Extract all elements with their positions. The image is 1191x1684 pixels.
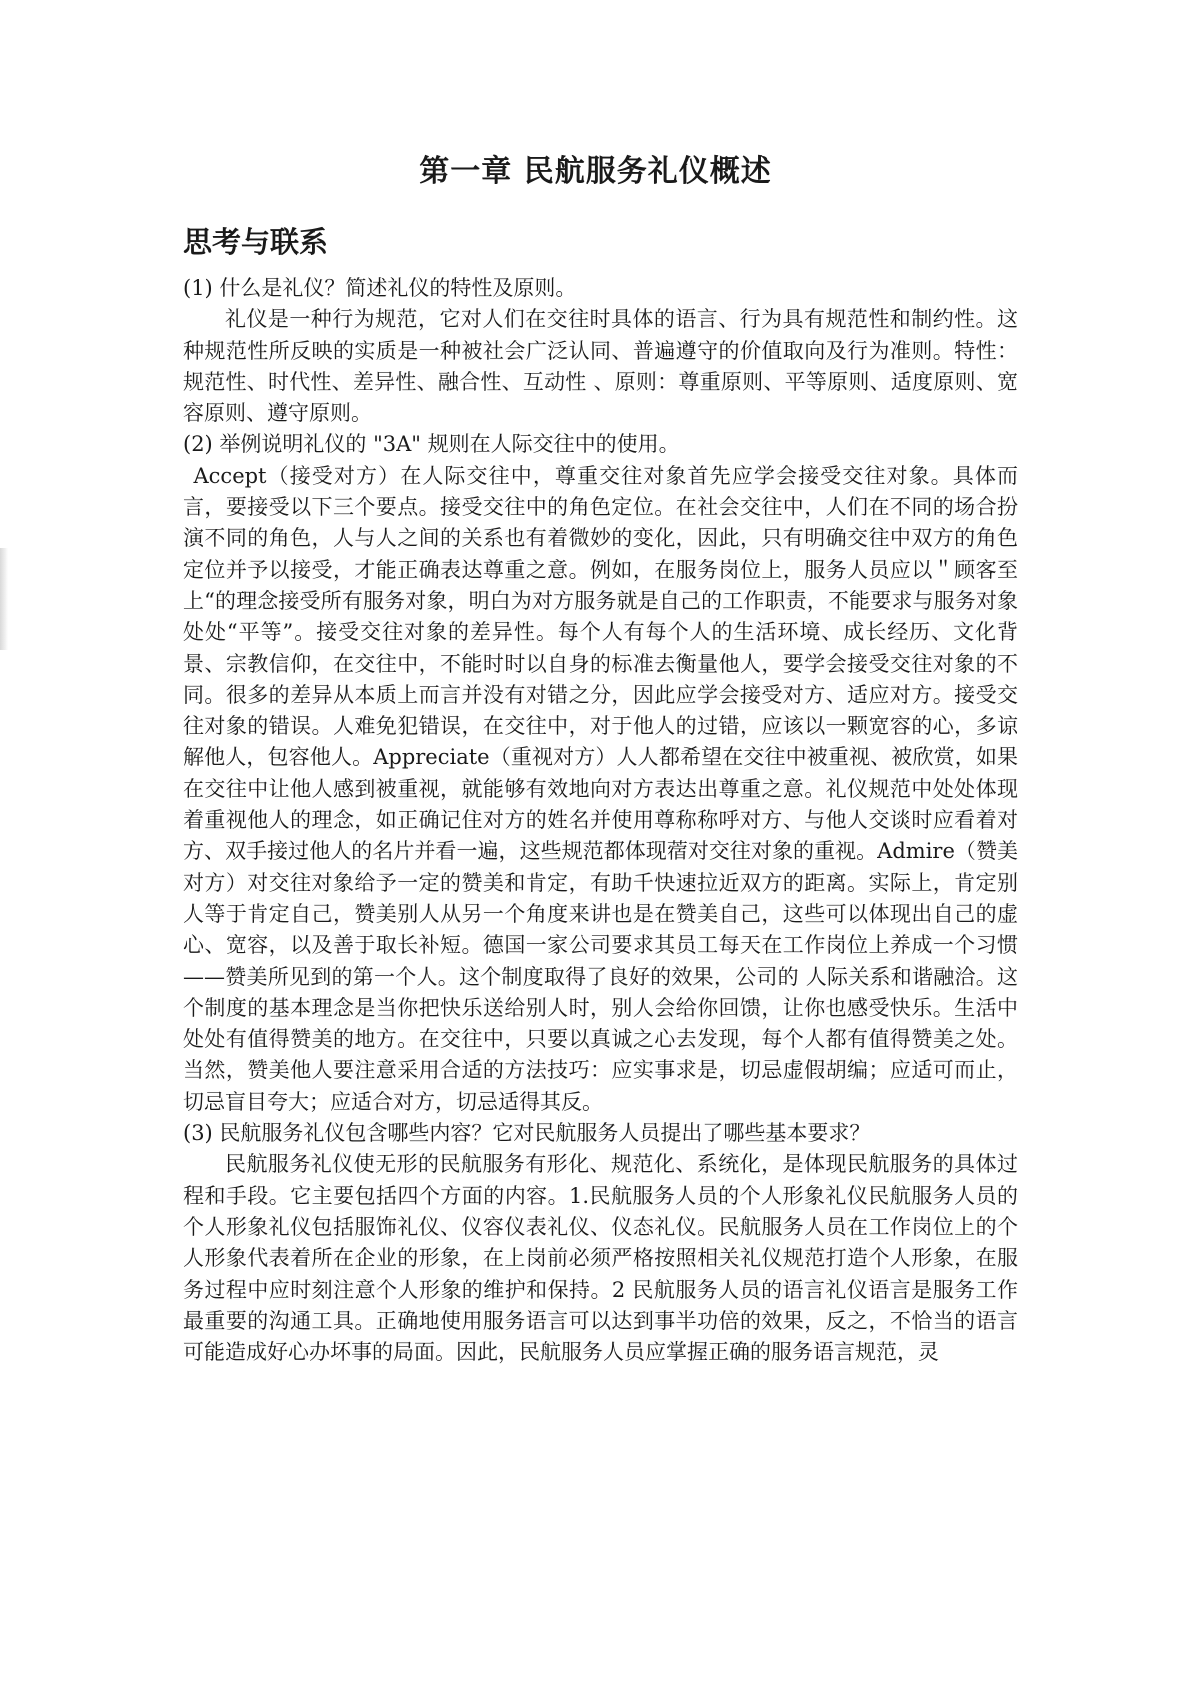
answer-1: 礼仪是一种行为规范，它对人们在交往时具体的语言、行为具有规范性和制约性。这种规范性所反映的实质是一种被社会广泛认同、普遍遵守的价值取向及行为准则。特性：规范性、时代性、差异性、融合性、互动性 、原则：尊重原则、平等原则、适度原则、宽容原则、遵守原则。 <box>183 307 1018 426</box>
section-title: 思考与联系 <box>183 225 329 259</box>
scan-edge-mark <box>0 548 8 650</box>
question-1: (1) 什么是礼仪？简述礼仪的特性及原则。 <box>183 276 577 300</box>
body-text <box>183 273 1018 1368</box>
question-2: (2) 举例说明礼仪的 "3A" 规则在人际交往中的使用。 <box>183 432 680 457</box>
answer-2: Accept（接受对方）在人际交往中，尊重交往对象首先应学会接受交往对象。具体而言，要接受以下三个要点。接受交往中的角色定位。在社会交往中，人们在不同的场合扮演不同的角色，人与人之间的关系也有着微妙的变化，因此，只有明确交往中双方的角色定位并予以接受，才能正确表达尊重之意。例如，在服务岗位上，服务人员应以＂顾客至上“的理念接受所有服务对象，明白为对方服务就是自己的工作职责，不能要求与服务对象处处“平等”。接受交往对象的差异性。每个人有每个人的生活环境、成长经历、文化背景、宗教信仰，在交往中，不能时时以自身的标准去衡量他人，要学会接受交往对象的不同。很多的差异从本质上而言并没有对错之分，因此应学会接受对方、适应对方。接受交往对象的错误。人难免犯错误，在交往中，对于他人的过错，应该以一颗宽容的心，多谅解他人，包容他人。Appreciate（重视对方）人人都希望在交往中被重视、被欣赏，如果在交往中让他人感到被重视，就能够有效地向对方表达出尊重之意。礼仪规范中处处体现着重视他人的理念，如正确记住对方的姓名并使用尊称称呼对方、与他人交谈时应看着对方、双手接过他人的名片并看一遍，这些规范都体现蓿对交往对象的重视。Admire（赞美对方）对交往对象给予一定的赞美和肯定，有助千快速拉近双方的距离。实际上，肯定别人等于肯定自己，赞美别人从另一个角度来讲也是在赞美自己，这些可以体现出自己的虚心、宽容，以及善于取长补短。德国一家公司要求其员工每天在工作岗位上养成一个习惯——赞美所见到的第一个人。这个制度取得了良好的效果，公司的 人际关系和谐融洽。这个制度的基本理念是当你把快乐送给别人时，别人会给你回馈，让你也感受快乐。生活中处处有值得赞美的地方。在交往中，只要以真诚之心去发现，每个人都有值得赞美之处。当然，赞美他人要注意采用合适的方法技巧：应实事求是，切忌虚假胡编；应适可而止，切忌盲目夸大；应适合对方，切忌适得其反。 <box>183 463 1018 1114</box>
answer-3: 民航服务礼仪使无形的民航服务有形化、规范化、系统化，是体现民航服务的具体过程和手段。它主要包括四个方面的内容。1.民航服务人员的个人形象礼仪民航服务人员的个人形象礼仪包括服饰礼仪、仪容仪表礼仪、仪态礼仪。民航服务人员在工作岗位上的个人形象代表着所在企业的形象，在上岗前必须严格按照相关礼仪规范打造个人形象，在服务过程中应时刻注意个人形象的维护和保持。2 民航服务人员的语言礼仪语言是服务工作最重要的沟通工具。正确地使用服务语言可以达到事半功倍的效果，反之，不恰当的语言可能造成好心办坏事的局面。因此，民航服务人员应掌握正确的服务语言规范，灵 <box>183 1152 1018 1365</box>
chapter-title: 第一章 民航服务礼仪概述 <box>419 154 772 189</box>
question-3: (3) 民航服务礼仪包含哪些内容？它对民航服务人员提出了哪些基本要求？ <box>183 1121 871 1146</box>
